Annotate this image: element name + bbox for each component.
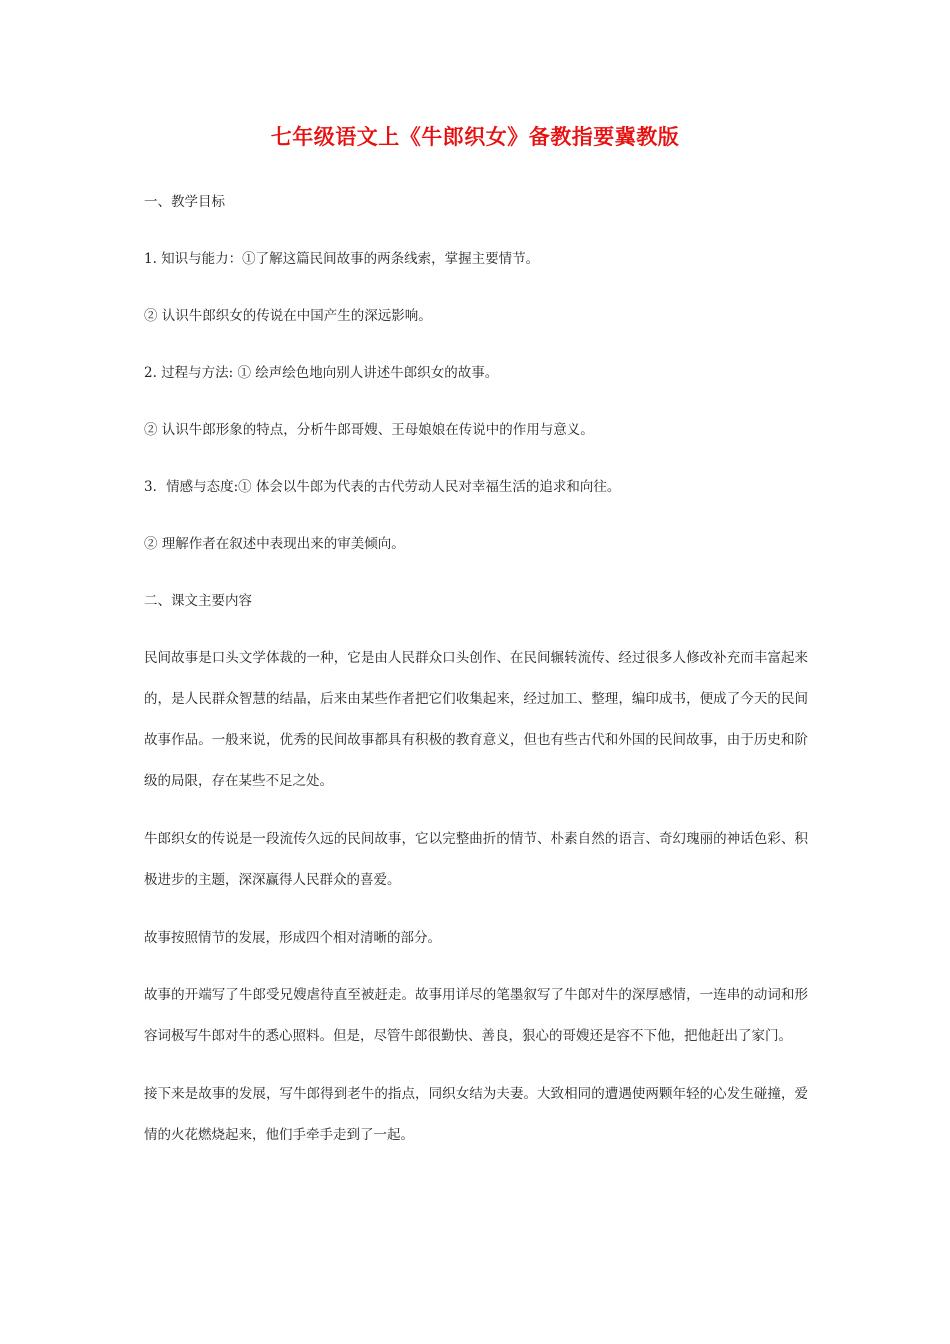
paragraph-legend: 牛郎织女的传说是一段流传久远的民间故事，它以完整曲折的情节、朴素自然的语言、奇幻瑰丽的神话色彩、积极进步的主题，深深赢得人民群众的喜爱。 [144,831,808,888]
paragraph-beginning: 故事的开端写了牛郎受兄嫂虐待直至被赶走。故事用详尽的笔墨叙写了牛郎对牛的深厚感情，一连串的动词和形容词极写牛郎对牛的悉心照料。但是，尽管牛郎很勤快、善良，狠心的哥嫂还是容不下他，把他赶出了家门。 [144,987,808,1044]
objective-emotion: 3．情感与态度:① 体会以牛郎为代表的古代劳动人民对幸福生活的追求和向往。 [144,479,621,495]
document-body [144,188,808,1179]
paragraph-folk-story: 民间故事是口头文学体裁的一种，它是由人民群众口头创作、在民间辗转流传、经过很多人修改补充而丰富起来的，是人民群众智慧的结晶，后来由某些作者把它们收集起来，经过加工、整理，编印成书，便成了今天的民间故事作品。一般来说，优秀的民间故事都具有积极的教育意义，但也有些古代和外国的民间故事，由于历史和阶级的局限，存在某些不足之处。 [144,650,808,789]
paragraph-development: 接下来是故事的发展，写牛郎得到老牛的指点，同织女结为夫妻。大致相同的遭遇使两颗年轻的心发生碰撞，爱情的火花燃烧起来，他们手牵手走到了一起。 [144,1086,808,1143]
objective-process: 2. 过程与方法: ① 绘声绘色地向别人讲述牛郎织女的故事。 [144,365,499,381]
section-heading-objectives: 一、教学目标 [144,194,225,210]
objective-knowledge-2: ② 认识牛郎织女的传说在中国产生的深远影响。 [144,308,432,324]
objective-knowledge: 1. 知识与能力：①了解这篇民间故事的两条线索，掌握主要情节。 [144,251,540,267]
objective-process-2: ② 认识牛郎形象的特点，分析牛郎哥嫂、王母娘娘在传说中的作用与意义。 [144,422,594,438]
objective-emotion-2: ② 理解作者在叙述中表现出来的审美倾向。 [144,536,405,552]
section-heading-content: 二、课文主要内容 [144,593,252,609]
paragraph-four-parts: 故事按照情节的发展，形成四个相对清晰的部分。 [144,930,441,946]
document-title: 七年级语文上《牛郎织女》备教指要冀教版 [270,125,680,149]
